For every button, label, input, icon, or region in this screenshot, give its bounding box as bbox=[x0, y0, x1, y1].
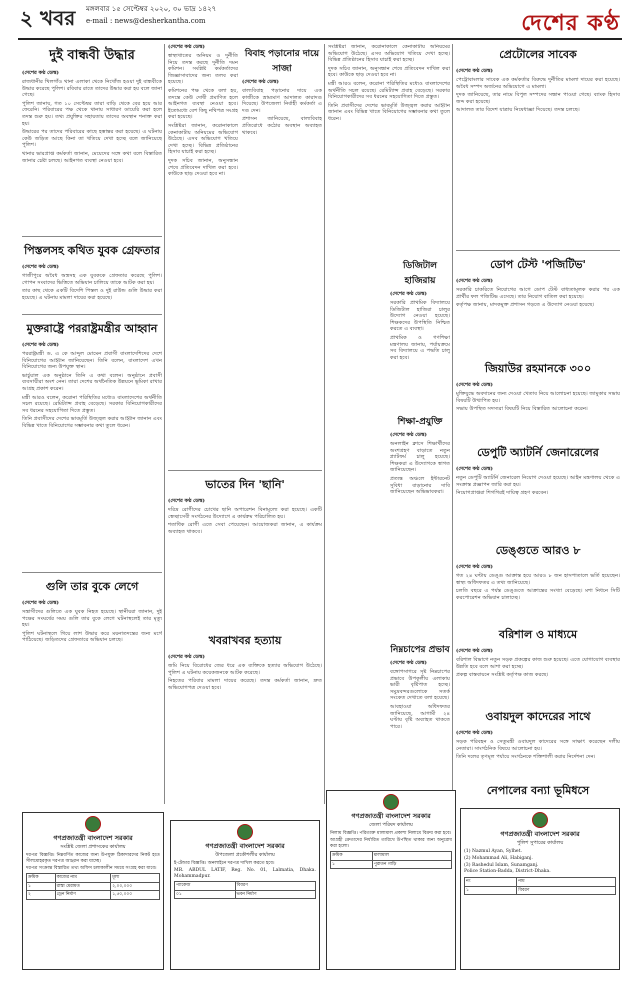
article-a5 bbox=[168, 474, 322, 624]
headline: ওবায়দুল কাদেরের সাথে bbox=[485, 710, 591, 723]
paragraph: তার কাছ থেকে একটি বিদেশি পিস্তল ও দুই রাউন্ড গুলি উদ্ধার করা হয়েছে। এ ঘটনায় মামলা দায়ের করা হয়েছে। bbox=[22, 288, 162, 301]
divider bbox=[456, 250, 620, 251]
paragraph: তিনি দলের তৃণমূল পর্যায়ে সংগঠনকে শক্তিশালী করার নির্দেশনা দেন। bbox=[456, 754, 596, 761]
paragraph: মন্ত্রী আরও বলেন, করোনা পরিস্থিতির মধ্যেও বাংলাদেশের অর্থনীতি সচল রয়েছে। রেমিট্যান্স প্রবাহ বেড়েছে। সরকার বিনিয়োগকারীদের সব ধরনের সহযোগিতা দিতে প্রস্তুত। bbox=[328, 80, 450, 101]
byline: (দেশের কণ্ঠ ডেস্ক) bbox=[22, 70, 59, 76]
paragraph: সড়ক পরিবহন ও সেতুমন্ত্রী ওবায়দুল কাদেরের সঙ্গে সাক্ষাৎ করেছেন দলীয় নেতারা। সাংগঠনিক বিষয়ে আলোচনা হয়। bbox=[456, 739, 620, 752]
table-cell: ক্রমিক bbox=[331, 852, 373, 860]
paragraph: কমিশনের পক্ষ থেকে বলা হয়, তদন্তে কেউ দোষী প্রমাণিত হলে আইনগত ব্যবস্থা নেওয়া হবে। ইতোমধ্যে বেশ কিছু নথিপত্র সংগ্রহ করা হয়েছে। bbox=[168, 87, 238, 121]
article-a8 bbox=[168, 630, 322, 805]
table-cell: নং bbox=[465, 878, 517, 886]
notice-subtitle: সংশ্লিষ্ট জেলা প্রশাসকের কার্যালয় bbox=[60, 844, 126, 850]
paragraph: সন্ত্রাসীদের গুলিতে এক যুবক নিহত হয়েছে। স্থানীয়রা জানান, দুই পক্ষের সংঘর্ষের সময় গুলি তার বুকে লেগে ঘটনাস্থলেই তার মৃত্যু হয়। bbox=[22, 609, 162, 629]
page-number-and-section bbox=[20, 4, 75, 37]
byline: (দেশের কণ্ঠ ডেস্ক) bbox=[168, 498, 205, 504]
table-cell: ১ bbox=[465, 886, 517, 894]
notice-paragraph: ই-টেন্ডার বিজ্ঞপ্তি। অনলাইনে দরপত্র দাখিল করতে হবে। bbox=[174, 861, 275, 866]
table-cell: ভবন নির্মাণ bbox=[235, 890, 315, 898]
headline: জিয়াউর রহমানকে ৩০০ bbox=[484, 362, 592, 375]
byline: (দেশের কণ্ঠ ডেস্ক) bbox=[242, 79, 279, 85]
byline: (দেশের কণ্ঠ ডেস্ক) bbox=[456, 564, 493, 570]
headline: গুলি তার বুকে লেগে bbox=[45, 580, 139, 593]
notice-title: গণপ্রজাতন্ত্রী বাংলাদেশ সরকার bbox=[500, 830, 580, 838]
table-cell: মূল্য bbox=[111, 874, 160, 882]
notice-1 bbox=[22, 812, 164, 970]
paragraph: নতুন ডেপুটি অ্যাটর্নি জেনারেল নিয়োগ দেওয়া হয়েছে। আইন মন্ত্রণালয় থেকে এ সংক্রান্ত প্রজ্ঞাপন জারি করা হয়। bbox=[456, 475, 620, 488]
table-cell: ১ bbox=[331, 860, 373, 868]
paragraph: আদালত তার বিদেশ যাত্রায় নিষেধাজ্ঞা দিয়েছে। তদন্ত চলছে। bbox=[456, 107, 580, 114]
article-a10 bbox=[390, 412, 450, 582]
government-emblem-icon bbox=[383, 794, 399, 810]
byline: (দেশের কণ্ঠ ডেস্ক) bbox=[390, 660, 427, 666]
byline: (দেশের কণ্ঠ ডেস্ক) bbox=[168, 44, 205, 50]
headline: মুক্তরাষ্ট্রে পররাষ্ট্রমন্ত্রীর আহ্বান bbox=[26, 322, 158, 335]
paragraph: আবহাওয়া অধিদফতর জানিয়েছে, আগামী ২৪ ঘণ্টায় বৃষ্টি অব্যাহত থাকতে পারে। bbox=[390, 703, 450, 730]
divider bbox=[168, 470, 322, 471]
email[interactable]: e-mail : news@desherkantha.com bbox=[86, 17, 206, 25]
paragraph: প্রাথমিক ও গণশিক্ষা মন্ত্রণালয় জানায়, পর্যায়ক্রমে সব বিদ্যালয়ে এ পদ্ধতি চালু করা হবে। bbox=[390, 334, 450, 361]
byline: (দেশের কণ্ঠ ডেস্ক) bbox=[456, 730, 493, 736]
divider bbox=[22, 572, 162, 573]
table-cell: ২ bbox=[27, 891, 56, 899]
paragraph: দুদক সচিব জানান, অনুসন্ধান শেষে প্রতিবেদন দাখিল করা হবে। কাউকে ছাড় দেওয়া হবে না। bbox=[168, 157, 238, 178]
article-a9 bbox=[390, 256, 450, 406]
paragraph: গত ২৪ ঘণ্টায় ডেঙ্গু আক্রান্ত হয়ে আরও ৮ জন হাসপাতালে ভর্তি হয়েছেন। স্বাস্থ্য অধিদফতর এ তথ্য জানিয়েছে। bbox=[456, 573, 620, 586]
table-cell: পুরাতন গাড়ি bbox=[372, 860, 451, 868]
byline: (দেশের কণ্ঠ ডেস্ক) bbox=[390, 291, 427, 297]
paragraph: চলতি বছরে এ পর্যন্ত ডেঙ্গুতে আক্রান্তের সংখ্যা বেড়েছে। মশা নিধনে সিটি করপোরেশন অভিযান চালাচ্ছে। bbox=[456, 588, 620, 601]
paragraph: সংশ্লিষ্টরা জানান, করোনাকালে কেনাকাটায় অনিয়মের অভিযোগ উঠেছে। এসব অভিযোগ খতিয়ে দেখা হচ্ছে। বিভিন্ন প্রতিষ্ঠানের হিসাব যাচাই করা হচ্ছে। bbox=[168, 122, 238, 156]
article-a6 bbox=[242, 44, 322, 344]
headline: ডিজিটাল হাজিরায় bbox=[402, 261, 438, 286]
paragraph: সরকারি চাকরিতে নিয়োগের আগে ডোপ টেস্ট বাধ্যতামূলক করার পর এক প্রার্থীর ফল পজিটিভ এসেছে। তার নিয়োগ বাতিল করা হয়েছে। bbox=[456, 287, 620, 300]
headline: ডোপ টেস্ট 'পজিটিভ' bbox=[490, 258, 586, 271]
table-cell: ১ bbox=[27, 882, 56, 890]
table-cell: ড্রেন নির্মাণ bbox=[55, 891, 111, 899]
notice-subtitle: পুলিশ সুপারের কার্যালয় bbox=[516, 840, 564, 846]
paragraph: সভায় উপস্থিত সদস্যরা বিষয়টি নিয়ে বিস্তারিত আলোচনা করেন। bbox=[456, 406, 588, 413]
notice-paragraph: (3) Rashedul Islam, Sunamganj. bbox=[464, 862, 539, 868]
headline: নেপালের বন্যা ভূমিধসে bbox=[486, 784, 590, 797]
paragraph: পররাষ্ট্রমন্ত্রী ড. এ কে আব্দুল মোমেন প্রবাসী বাংলাদেশিদের দেশে বিনিয়োগের আহ্বান জানিয়েছেন। তিনি বলেন, বাংলাদেশ এখন বিনিয়োগের জন্য উপযুক্ত স্থান। bbox=[22, 351, 162, 371]
article-a11 bbox=[390, 640, 450, 780]
date-line: মঙ্গলবার ১৫ সেপ্টেম্বর ২০২০, ৩০ ভাদ্র ১৪২৭ bbox=[86, 5, 217, 13]
table-cell: বিবরণ bbox=[235, 882, 315, 890]
table-cell: ২,০০,০০০ bbox=[111, 882, 160, 890]
paragraph: দুদক সচিব জানান, অনুসন্ধান শেষে প্রতিবেদন দাখিল করা হবে। কাউকে ছাড় দেওয়া হবে না। bbox=[328, 65, 450, 79]
article-a2 bbox=[22, 240, 162, 310]
table-cell: কাজের নাম bbox=[55, 874, 111, 882]
article-a15 bbox=[456, 442, 620, 532]
paragraph: গাজীপুরে অবৈধ অস্ত্রসহ এক যুবককে গ্রেফতার করেছে পুলিশ। গোপন সংবাদের ভিত্তিতে অভিযান চালিয়ে তাকে আটক করা হয়। bbox=[22, 273, 162, 286]
headline: বিবাহ পড়ানোর দায়ে সাজা bbox=[244, 49, 320, 74]
government-emblem-icon bbox=[237, 824, 253, 840]
notice-paragraph: (1) Nazmul Ayan, Sylhet. bbox=[464, 849, 522, 854]
notice-paragraph: Police Station-Badda, District-Dhaka. bbox=[464, 869, 551, 875]
byline: (দেশের কণ্ঠ ডেস্ক) bbox=[390, 432, 427, 438]
page-number: ২ bbox=[20, 6, 34, 30]
article-a3 bbox=[22, 318, 162, 568]
newspaper-brand: দেশের কণ্ঠ bbox=[521, 10, 620, 36]
divider bbox=[22, 314, 162, 315]
paragraph: প্রশাসন জানিয়েছে, বাল্যবিবাহ প্রতিরোধে কঠোর অবস্থান অব্যাহত থাকবে। bbox=[242, 116, 322, 136]
notice-title: গণপ্রজাতন্ত্রী বাংলাদেশ সরকার bbox=[53, 834, 133, 842]
headline: ভাতের দিন 'ছানি' bbox=[205, 478, 285, 491]
notice-paragraph: দরপত্র বিজ্ঞপ্তি। নিম্নবর্ণিত কাজের জন্য উপযুক্ত ঠিকাদারদের নিকট হতে সীলমোহরকৃত দরপত্র আহ্বান করা যাচ্ছে। bbox=[26, 853, 160, 864]
table-cell: নাম bbox=[517, 878, 616, 886]
headline: ডেঙ্গুতে আরও ৮ bbox=[495, 544, 581, 557]
article-a14 bbox=[456, 358, 620, 438]
column-divider bbox=[164, 44, 165, 804]
headline: নিম্নচাপের প্রভাব bbox=[390, 645, 450, 655]
byline: (দেশের কণ্ঠ ডেস্ক) bbox=[168, 654, 205, 660]
byline: (দেশের কণ্ঠ ডেস্ক) bbox=[22, 600, 59, 606]
divider bbox=[22, 236, 162, 237]
article-a13 bbox=[456, 254, 620, 354]
byline: (দেশের কণ্ঠ ডেস্ক) bbox=[456, 382, 493, 388]
table-cell: রাস্তা মেরামত bbox=[55, 882, 111, 890]
table-cell: মালামাল bbox=[372, 852, 451, 860]
paragraph: প্রকল্প বাস্তবায়নে সংশ্লিষ্ট কর্তৃপক্ষ কাজ করছে। bbox=[456, 672, 549, 679]
headline: পিস্তলসহ কথিত যুবক গ্রেফতার bbox=[24, 244, 160, 257]
byline: (দেশের কণ্ঠ ডেস্ক) bbox=[456, 68, 493, 74]
notice-paragraph: (2) Mohammad Ali, Habiganj. bbox=[464, 855, 533, 861]
notice-paragraph: আগ্রহী ক্রেতাদের নির্ধারিত তারিখে উপস্থিত থাকার জন্য অনুরোধ করা হলো। bbox=[330, 837, 452, 849]
paragraph: নিহতের পরিবার মামলা দায়ের করেছে। তদন্ত কর্মকর্তা জানান, দ্রুত অভিযোগপত্র দেওয়া হবে। bbox=[168, 678, 322, 691]
notice-table bbox=[330, 851, 452, 869]
paragraph: বাল্যবিবাহ পড়ানোর দায়ে এক কাজীকে ভ্রাম্যমাণ আদালত কারাদণ্ড দিয়েছে। উপজেলা নির্বাহী কর্মকর্তা এ দণ্ড দেন। bbox=[242, 88, 322, 114]
notice-paragraph: নিলাম বিজ্ঞপ্তি। পরিত্যক্ত মালামাল প্রকাশ্য নিলামে বিক্রয় করা হবে। bbox=[330, 831, 452, 836]
headline: ডেপুটি অ্যাটর্নি জেনারেলের bbox=[477, 446, 599, 459]
paragraph: উদ্ধারের পর তাদের পরিবারের কাছে হস্তান্তর করা হয়েছে। এ ঘটনায় কেউ জড়িত আছে কিনা তা খতিয়ে দেখা হচ্ছে বলে জানিয়েছে পুলিশ। bbox=[22, 129, 162, 149]
table-cell: ক্রমিক bbox=[27, 874, 56, 882]
paragraph: দরিদ্র রোগীদের চোখের ছানি অপারেশন বিনামূল্যে করা হয়েছে। একটি স্বেচ্ছাসেবী সংগঠনের উদ্যোগে এ কার্যক্রম পরিচালিত হয়। bbox=[168, 507, 322, 520]
article-a16 bbox=[456, 540, 620, 620]
government-emblem-icon bbox=[532, 812, 548, 828]
paragraph: পুলিশ ঘটনাস্থলে গিয়ে লাশ উদ্ধার করে ময়নাতদন্তের জন্য মর্গে পাঠিয়েছে। জড়িতদের গ্রেফতারে অভিযান চলছে। bbox=[22, 630, 162, 644]
masthead-rule bbox=[18, 38, 622, 40]
notice-4 bbox=[460, 808, 620, 970]
notice-subtitle: উপজেলা প্রকৌশলীর কার্যালয় bbox=[215, 852, 275, 858]
article-a17 bbox=[456, 624, 620, 704]
paragraph: দুদক জানিয়েছে, তার নামে বিপুল সম্পদের সন্ধান পাওয়া গেছে। ব্যাংক হিসাব জব্দ করা হয়েছে। bbox=[456, 92, 620, 105]
paragraph: রাজধানীর খিলগাঁও থানা এলাকা থেকে নিখোঁজ হওয়া দুই বান্ধবীকে উদ্ধার করেছে পুলিশ। রবিবার রাতে তাদের উদ্ধার করা হয় বলে জানা গেছে। bbox=[22, 79, 162, 99]
paragraph: তিনি প্রবাসীদের দেশের ভাবমূর্তি উজ্জ্বল করার আহ্বান জানান এবং বিভিন্ন খাতে বিনিয়োগের সম্ভাবনার কথা তুলে ধরেন। bbox=[328, 102, 450, 122]
byline: (দেশের কণ্ঠ ডেস্ক) bbox=[456, 466, 493, 472]
headline: দুই বান্ধবী উদ্ধার bbox=[49, 48, 135, 63]
byline: (দেশের কণ্ঠ ডেস্ক) bbox=[456, 648, 493, 654]
column-divider bbox=[452, 44, 453, 804]
notice-table bbox=[26, 873, 160, 899]
paragraph: সংশ্লিষ্টরা জানান, করোনাকালে কেনাকাটায় অনিয়মের অভিযোগ উঠেছে। এসব অভিযোগ খতিয়ে দেখা হচ্ছে। বিভিন্ন প্রতিষ্ঠানের হিসাব যাচাই করা হচ্ছে। bbox=[328, 44, 450, 64]
notice-table bbox=[464, 877, 616, 895]
notice-table bbox=[174, 881, 316, 899]
notice-3 bbox=[326, 790, 456, 970]
article-a12 bbox=[456, 44, 620, 244]
table-cell: ০১ bbox=[175, 890, 236, 898]
table-cell: ১,৫০,০০০ bbox=[111, 891, 160, 899]
byline: (দেশের কণ্ঠ ডেস্ক) bbox=[456, 278, 493, 284]
government-emblem-icon bbox=[85, 816, 101, 832]
headline: শিক্ষা-প্রযুক্তি bbox=[397, 417, 443, 427]
notice-title: গণপ্রজাতন্ত্রী বাংলাদেশ সরকার bbox=[205, 842, 285, 850]
notice-title: গণপ্রজাতন্ত্রী বাংলাদেশ সরকার bbox=[351, 812, 431, 820]
article-a1 bbox=[22, 44, 162, 234]
paragraph: জমি নিয়ে বিরোধের জের ধরে এক ব্যক্তিকে হত্যার অভিযোগ উঠেছে। পুলিশ এ ঘটনায় কয়েকজনকে আটক করেছে। bbox=[168, 663, 322, 676]
paragraph: প্রত্যন্ত অঞ্চলে ইন্টারনেট সুবিধা বাড়ানোর দাবি জানিয়েছেন অভিভাবকরা। bbox=[390, 475, 450, 496]
paragraph: কর্তৃপক্ষ জানায়, মাদকমুক্ত প্রশাসন গড়তে এ উদ্যোগ নেওয়া হয়েছে। bbox=[456, 302, 595, 309]
article-a18 bbox=[456, 706, 620, 776]
paragraph: ভার্চুয়াল এক অনুষ্ঠানে তিনি এ কথা বলেন। অনুষ্ঠানে প্রবাসী ব্যবসায়ীরা অংশ নেন। তারা দেশের অর্থনৈতিক উন্নয়নে ভূমিকা রাখার আগ্রহ প্রকাশ করেন। bbox=[22, 372, 162, 392]
byline: (দেশের কণ্ঠ ডেস্ক) bbox=[22, 342, 59, 348]
notice-subtitle: জেলা পরিষদ কার্যালয় bbox=[369, 822, 413, 828]
column-divider bbox=[324, 44, 325, 804]
paragraph: নিয়োগপ্রাপ্তরা শিগগিরই দায়িত্ব গ্রহণ করবেন। bbox=[456, 490, 549, 497]
headline: বরিশাল ও মাধ্যমে bbox=[498, 628, 578, 641]
headline: খবরাখবর হত্যায় bbox=[208, 634, 282, 647]
article-a4 bbox=[22, 576, 162, 806]
paragraph: পুলিশ জানায়, গত ১০ সেপ্টেম্বর তারা বাড়ি থেকে বের হয়ে আর ফেরেনি। পরিবারের পক্ষ থেকে থানায় সাধারণ ডায়েরি করা হলে তদন্ত শুরু হয়। তথ্য প্রযুক্তির সহায়তায় তাদের অবস্থান শনাক্ত করা হয়। bbox=[22, 100, 162, 127]
notice-paragraph: MR. ABDUL LATIF, Reg. No. 01, Lalmatia, Dhaka. Mohammadpur. bbox=[174, 867, 316, 879]
paragraph: স্বাস্থ্যখাতের অনিয়ম ও দুর্নীতি নিয়ে তদন্ত করছে দুর্নীতি দমন কমিশন। সংশ্লিষ্ট কর্মকর্তাদের জিজ্ঞাসাবাদের জন্য তলব করা হয়েছে। bbox=[168, 53, 238, 86]
paragraph: মুক্তিযুদ্ধে অবদানের জন্য দেওয়া খেতাব নিয়ে আলোচনা হয়েছে। জামুকার সভায় বিষয়টি উত্থাপিত হয়। bbox=[456, 391, 620, 404]
paragraph: অনলাইন ক্লাসে শিক্ষার্থীদের অংশগ্রহণ বাড়াতে নতুন প্ল্যাটফর্ম চালু হয়েছে। শিক্ষকরা এ উদ্যোগকে স্বাগত জানিয়েছেন। bbox=[390, 441, 450, 474]
headline: প্রেটোলের সাবেক bbox=[499, 48, 577, 61]
paragraph: বঙ্গোপসাগরে সৃষ্ট নিম্নচাপের প্রভাবে উপকূলীয় এলাকায় ভারী বৃষ্টিপাত হচ্ছে। সমুদ্রবন্দরগুলোকে সতর্ক সংকেত দেখাতে বলা হয়েছে। bbox=[390, 669, 450, 702]
notice-2 bbox=[170, 820, 320, 970]
notice-paragraph: দরপত্র সংক্রান্ত বিস্তারিত তথ্য অফিস চলাকালীন সময়ে সংগ্রহ করা যাবে। bbox=[26, 865, 157, 871]
paragraph: তিনি প্রবাসীদের দেশের ভাবমূর্তি উজ্জ্বল করার আহ্বান জানান এবং বিভিন্ন খাতে বিনিয়োগের সম্ভাবনার কথা তুলে ধরেন। bbox=[22, 416, 162, 429]
paragraph: সরকারি প্রাথমিক বিদ্যালয়ে ডিজিটাল হাজিরা চালুর উদ্যোগ নেওয়া হয়েছে। শিক্ষকদের উপস্থিতি নিশ্চিত করতে এ ব্যবস্থা। bbox=[390, 300, 450, 333]
paragraph: শতাধিক রোগী এতে সেবা পেয়েছেন। আয়োজকরা জানান, এ কার্যক্রম অব্যাহত থাকবে। bbox=[168, 522, 322, 535]
table-cell: বিবরণ bbox=[517, 886, 616, 894]
paragraph: বরিশাল বিভাগে নতুন সড়ক প্রকল্পের কাজ শুরু হয়েছে। এতে যোগাযোগ ব্যবস্থার উন্নতি হবে বলে আশা করা হচ্ছে। bbox=[456, 657, 620, 670]
byline: (দেশের কণ্ঠ ডেস্ক) bbox=[22, 264, 59, 270]
paragraph: পেট্রোবাংলার সাবেক এক কর্মকর্তার বিরুদ্ধে দুর্নীতির মামলা দায়ের করা হয়েছে। অবৈধ সম্পদ অর্জনের অভিযোগে এ মামলা। bbox=[456, 77, 620, 90]
section-label: খবর bbox=[39, 6, 76, 30]
table-cell: প্যাকেজ bbox=[175, 882, 236, 890]
masthead bbox=[0, 0, 640, 40]
article-a7 bbox=[168, 44, 238, 464]
paragraph: থানার ভারপ্রাপ্ত কর্মকর্তা জানান, মেয়েদের সঙ্গে কথা বলে বিস্তারিত জানার চেষ্টা চলছে। আইনগত ব্যবস্থা নেওয়া হবে। bbox=[22, 150, 162, 164]
paragraph: মন্ত্রী আরও বলেন, করোনা পরিস্থিতির মধ্যেও বাংলাদেশের অর্থনীতি সচল রয়েছে। রেমিট্যান্স প্রবাহ বেড়েছে। সরকার বিনিয়োগকারীদের সব ধরনের সহযোগিতা দিতে প্রস্তুত। bbox=[22, 394, 162, 414]
article-a19 bbox=[456, 780, 620, 804]
